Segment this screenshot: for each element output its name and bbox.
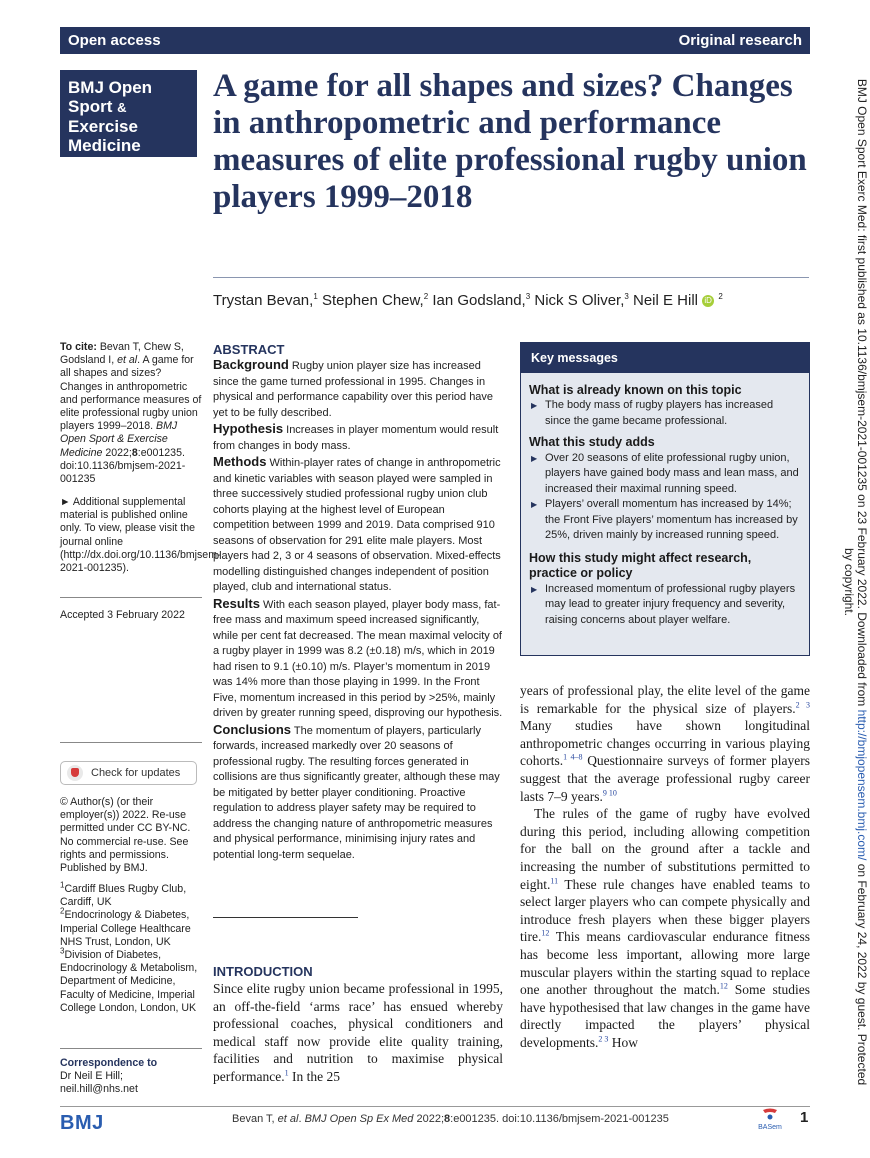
bmj-logo: BMJ — [60, 1112, 104, 1134]
introduction-text: Since elite rugby union became professional in 1995, an off-the-field ‘arms race’ has ensued whereby professional coaches, physical conditioners and medical staff now provide elite quality training, facilities and nutrition to maximise physical performance.$^1$ In the 25 — [213, 981, 503, 1084]
body-paragraph: years of professional play, the elite level of the game is remarkable for the physical size of players.$^{2 3}$ Many studies have shown longitudinal anthropometric changes occurring in various playing cohorts.$^{1 4-8}$ Questionnaire surveys of former players suggest that the average professional rugby career lasts 7–9 years.$^{9 10}$ — [520, 683, 811, 804]
basem-logo — [753, 1108, 787, 1132]
abstract-methods: Methods Within-player rates of change in anthropometric and kinetic variables with season played were sampled in three successively studied professional rugby union club cohorts playing at the highest level of European competition between 1999 and 2019. Data comprised 910 seasons of observation for 291 elite male players. Most players had 2, 3 or 4 seasons of observation. Mixed-effects modelling distinguished changes independent of position played, club and international status. — [213, 454, 501, 593]
introduction-heading: INTRODUCTION — [213, 964, 313, 979]
author-name[interactable]: Ian Godsland, — [428, 292, 526, 309]
abstract-results: Results With each season played, player body mass, fat-free mass and maximum speed increased significantly, while per cent fat decreased. The mean maximal velocity of a rugby player in 1999 was 8.2 (±0.18) m/s, which in 2019 had risen to 9.1 (±0.10) m/s. Player’s momentum in 2019 was 14% more than those playing in 1999. In the Front Five, momentum increased in this period by >25%, mainly driven by greater running speed, disproving our hypothesis. — [213, 595, 503, 719]
orcid-icon[interactable]: iD — [702, 295, 714, 307]
check-updates-icon — [67, 765, 83, 781]
header-bar — [60, 27, 810, 54]
title-divider — [213, 277, 809, 278]
reference-link[interactable]: 2 3 — [795, 700, 811, 710]
journal-name-line2: Sport & — [68, 97, 127, 116]
key-messages-box — [520, 342, 810, 656]
key-message-item: ▶ Over 20 seasons of elite professional rugby union, players have gained body mass and lean mass, and increased their maximal running speed. — [521, 451, 801, 498]
check-for-updates-button[interactable] — [60, 761, 197, 785]
author-name[interactable]: Stephen Chew, — [317, 292, 424, 309]
reference-link[interactable]: 2 3 — [598, 1034, 609, 1044]
copyright-notice: © Author(s) (or their employer(s)) 2022. Re-use permitted under CC BY-NC. No commercial re-use. See rights and permissions. Published by BMJ. — [60, 796, 191, 875]
correspondence: Correspondence to Dr Neil E Hill; neil.hill@nhs.net — [60, 1057, 202, 1097]
abstract-section — [213, 342, 503, 863]
sidebar-divider — [60, 597, 202, 598]
key-section-list — [521, 398, 809, 429]
journal-logo-box — [60, 70, 197, 157]
key-section-title: What this study adds — [529, 435, 655, 449]
download-notice-strip — [842, 27, 868, 1137]
key-message-item: ▶ Players’ overall momentum has increased by 14%; the Front Five players’ momentum has increased by 25%, driven mainly by increased running speed. — [521, 497, 801, 544]
author-list: Trystan Bevan,$^1$ Stephen Chew,$^2$ Ian Godsland,$^3$ Nick S Oliver,$^3$ Neil E Hill iD $^2$ — [213, 292, 723, 309]
reference-link[interactable]: 1 4–8 — [563, 752, 583, 762]
key-message-item: ▶ Increased momentum of professional rugby players may lead to greater injury frequency and severity, raising concerns about player welfare. — [521, 582, 801, 629]
download-notice-line2: by copyright. — [842, 547, 856, 617]
body-paragraph: The rules of the game of rugby have evolved during this period, including allowing competition for the ball on the ground after a tackle and increasing the number of substitutions permitted to eight.$^{11}$ These rule changes have enabled teams to select larger players who can compete physically and introduce fresh players when these bigger players tire.$^{12}$ This means cardiovascular endurance fitness has become less important, allowing more large muscular players within the starting squad to replace one another throughout the match.$^{12}$ Some studies have hypothesised that law changes in the game have directly impacted the players’ physical developments.$^{2 3}$ How — [520, 806, 810, 1050]
key-section-list — [521, 582, 809, 629]
reference-link[interactable]: 1 — [284, 1068, 289, 1078]
body-text-right — [520, 682, 810, 1051]
affiliation-item: $^1$Cardiff Blues Rugby Club, Cardiff, UK — [60, 880, 187, 909]
abstract-hypothesis: Hypothesis Increases in player momentum would result from changes in body mass. — [213, 421, 499, 452]
article-title: A game for all shapes and sizes? Changes in anthropometric and performance measures of elite professional rugby union players 1999–2018 — [213, 68, 807, 215]
reference-link[interactable]: 12 — [541, 928, 550, 938]
abstract-background: Background Rugby union player size has increased since the game turned professional in 1995. Changes in physical and performance capability over this period have yet to be fully described. — [213, 357, 494, 419]
key-section-list — [521, 451, 809, 544]
journal-name-line3: Exercise — [68, 117, 138, 136]
download-notice-line1: BMJ Open Sport Exerc Med: first published as 10.1136/bmjsem-2021-001235 on 23 February 2022. Downloaded from http://bmjopensem.bmj.com/ on February 24, 2022 by guest. Protected — [855, 78, 869, 1086]
open-access-label: Open access — [68, 32, 161, 49]
supplemental-note: ► Additional supplemental material is published online only. To view, please visit the journal online (http://dx.doi.org/10.1136/bmjsem-2021-001235). — [60, 496, 221, 575]
page-number: 1 — [800, 1109, 809, 1126]
article-type-label: Original research — [678, 32, 802, 49]
sidebar-divider — [60, 742, 202, 743]
check-updates-label: Check for updates — [91, 767, 181, 779]
key-section-title: How this study might affect research, practice or policy — [529, 550, 752, 580]
svg-text:BASem: BASem — [758, 1124, 782, 1131]
author-name[interactable]: Nick S Oliver, — [530, 292, 625, 309]
key-section-title: What is already known on this topic — [529, 382, 742, 397]
key-messages-heading: Key messages — [521, 343, 809, 373]
journal-name-line4: Medicine — [68, 136, 141, 155]
journal-name-line1: BMJ Open — [68, 78, 153, 97]
abstract-end-rule — [213, 917, 358, 918]
journal-url-link[interactable]: http://bmjopensem.bmj.com/ — [855, 709, 869, 861]
affiliation-item: $^3$Division of Diabetes, Endocrinology & Metabolism, Department of Medicine, Faculty of Medicine, Imperial College London, London, UK — [60, 946, 198, 1014]
abstract-conclusions: Conclusions The momentum of players, particularly forwards, increased markedly over 20 seasons of professional rugby. The resulting forces generated in collisions are thus significantly greater, although these may be mitigated by better player conditioning. Proactive regulation to address player safety may be required to address the changing nature of anthropometric measures and physical performance, minimising injury rates and potential long-term sequelae. — [213, 721, 500, 861]
sidebar-divider — [60, 1048, 202, 1049]
reference-link[interactable]: 9 10 — [602, 788, 617, 798]
reference-link[interactable]: 12 — [719, 981, 728, 991]
accepted-date: Accepted 3 February 2022 — [60, 609, 185, 621]
affiliation-item: $^2$Endocrinology & Diabetes, Imperial College Healthcare NHS Trust, London, UK — [60, 906, 191, 948]
reference-link[interactable]: 11 — [550, 876, 559, 886]
abstract-heading: ABSTRACT — [213, 342, 285, 357]
correspondence-email[interactable]: Dr Neil E Hill; neil.hill@nhs.net — [60, 1070, 138, 1096]
author-name[interactable]: Neil E Hill — [628, 292, 699, 309]
footer-rule — [60, 1106, 810, 1107]
affiliations — [60, 880, 202, 1015]
footer-citation: Bevan T, et al. BMJ Open Sp Ex Med 2022;8:e001235. doi:10.1136/bmjsem-2021-001235 — [232, 1113, 669, 1125]
author-name[interactable]: Trystan Bevan, — [213, 292, 314, 309]
key-message-item: ▶ The body mass of rugby players has increased since the game became professional. — [521, 398, 801, 429]
citation-block: To cite: Bevan T, Chew S, Godsland I, et al. A game for all shapes and sizes? Changes in anthropometric and performance measures of elite professional rugby union players 1999–2018. BMJ Open Sport & Exercise Medicine 2022;8:e001235. doi:10.1136/bmjsem-2021-001235 — [60, 341, 202, 486]
